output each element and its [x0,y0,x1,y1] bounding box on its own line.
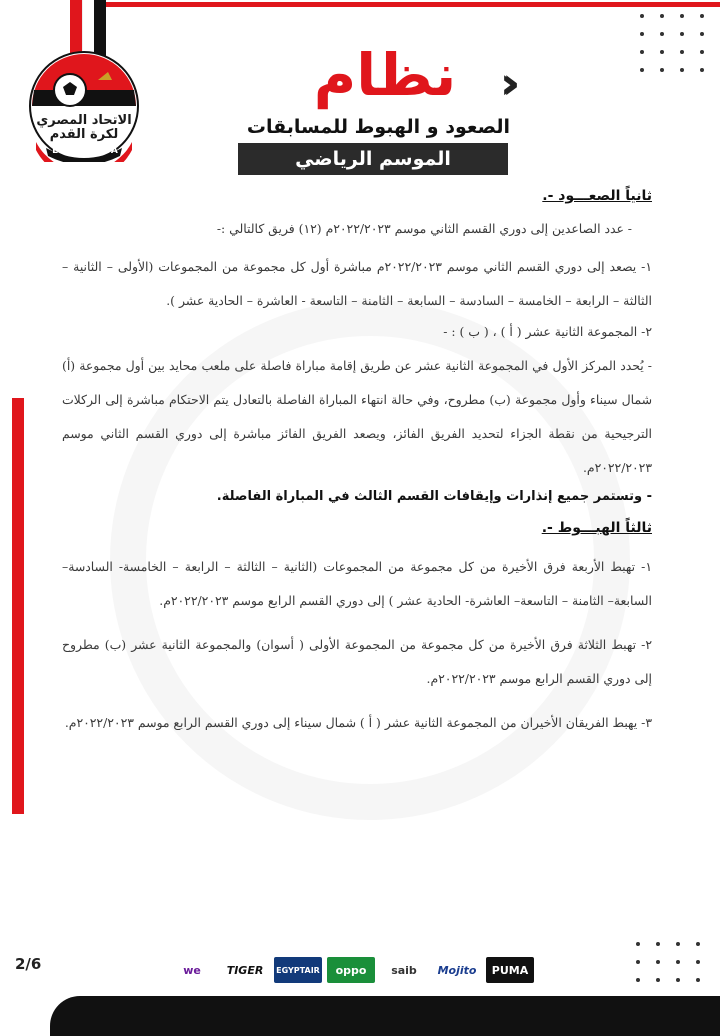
chevron-icon: ›› [500,58,505,109]
sponsor-logo-saib: saib [391,963,417,977]
document-body [62,180,652,740]
sponsor-strip [168,957,534,983]
decor-dots-top-right [640,14,706,72]
page-title: نظام [313,41,457,109]
promotion-item-1: ١- يصعد إلى دوري القسم الثاني موسم ٢٠٢٢/٢٠٢٣م مباشرة أول كل مجموعة من المجموعات (الأولى – الثانية – الثالثة – الرابعة – الخامسة – السادسة – السابعة – الثامنة – التاسعة - العاشرة – الحادية عشر ). [62,259,652,308]
sponsor-logo-tiger: TIGER [226,963,264,977]
suspensions-note: - وتستمر جميع إنذارات وإيقافات القسم الثالث في المباراة الفاصلة. [216,489,652,504]
promotion-heading: ثانياً الصعـــود -. [542,188,652,204]
decor-dots-bottom-right [636,942,702,982]
relegation-item-3: ٣- يهبط الفريقان الأخيران من المجموعة الثانية عشر ( أ ) شمال سيناء إلى دوري القسم الرابع موسم ٢٠٢٢/٢٠٢٣م. [64,715,652,730]
page-number: 2/6 [15,955,42,973]
footer-band [50,996,720,1036]
federation-name-ar: الاتحاد المصري لكرة القدم [36,113,132,142]
relegation-item-1: ١- تهبط الأربعة فرق الأخيرة من كل مجموعة من المجموعات (الثانية – الثالثة – الرابعة – الخامسة- السادسة– السابعة– الثامنة – التاسعة– العاشرة- الحادية عشر ) إلى دوري القسم الرابع موسم ٢٠٢٢/٢٠٢٣م. [62,559,652,608]
sponsor-logo-mojito: Mojito [437,963,477,977]
top-stripe [0,0,720,8]
sponsor-logo-egyptair: EGYPTAIR [274,957,322,983]
page-subtitle: الصعود و الهبوط للمسابقات [246,116,510,138]
left-red-bar [12,398,24,814]
promotion-intro: - عدد الصاعدين إلى دوري القسم الثاني موسم ٢٠٢٢/٢٠٢٣م (١٢) فريق كالتالي :- [216,221,632,236]
sponsor-logo-we: we [183,963,201,977]
relegation-item-2: ٢- تهبط الثلاثة فرق الأخيرة من كل مجموعة من المجموعة الأولى ( أسوان) والمجموعة الثانية عشر (ب) مطروح إلى دوري القسم الرابع موسم ٢٠٢٢/٢٠٢٣م. [62,637,652,686]
promotion-item-2: ٢- المجموعة الثانية عشر ( أ ) ، ( ب ) : - [443,324,652,339]
sponsor-logo-oppo: oppo [327,957,375,983]
sponsor-logo-puma: PUMA [486,957,534,983]
federation-name-en: EGYPTIAN FA [52,146,118,156]
relegation-heading: ثالثاً الهبـــوط -. [541,520,652,536]
promotion-item-2-detail: - يُحدد المركز الأول في المجموعة الثانية عشر عن طريق إقامة مباراة فاصلة على ملعب محايد بين أول مجموعة (أ) شمال سيناء وأول مجموعة (ب) مطروح، وفي حالة انتهاء المباراة الفاصلة بالتعادل يتم الاحتكام مباشرة إلى الركلات الترجيحية من نقطة الجزاء لتحديد الفريق الفائز، ويصعد الفريق الفائز مباشرة إلى دوري القسم الثاني موسم ٢٠٢٢/٢٠٢٣م. [62,358,652,475]
season-badge: الموسم الرياضي 2021/2022 [238,143,508,175]
